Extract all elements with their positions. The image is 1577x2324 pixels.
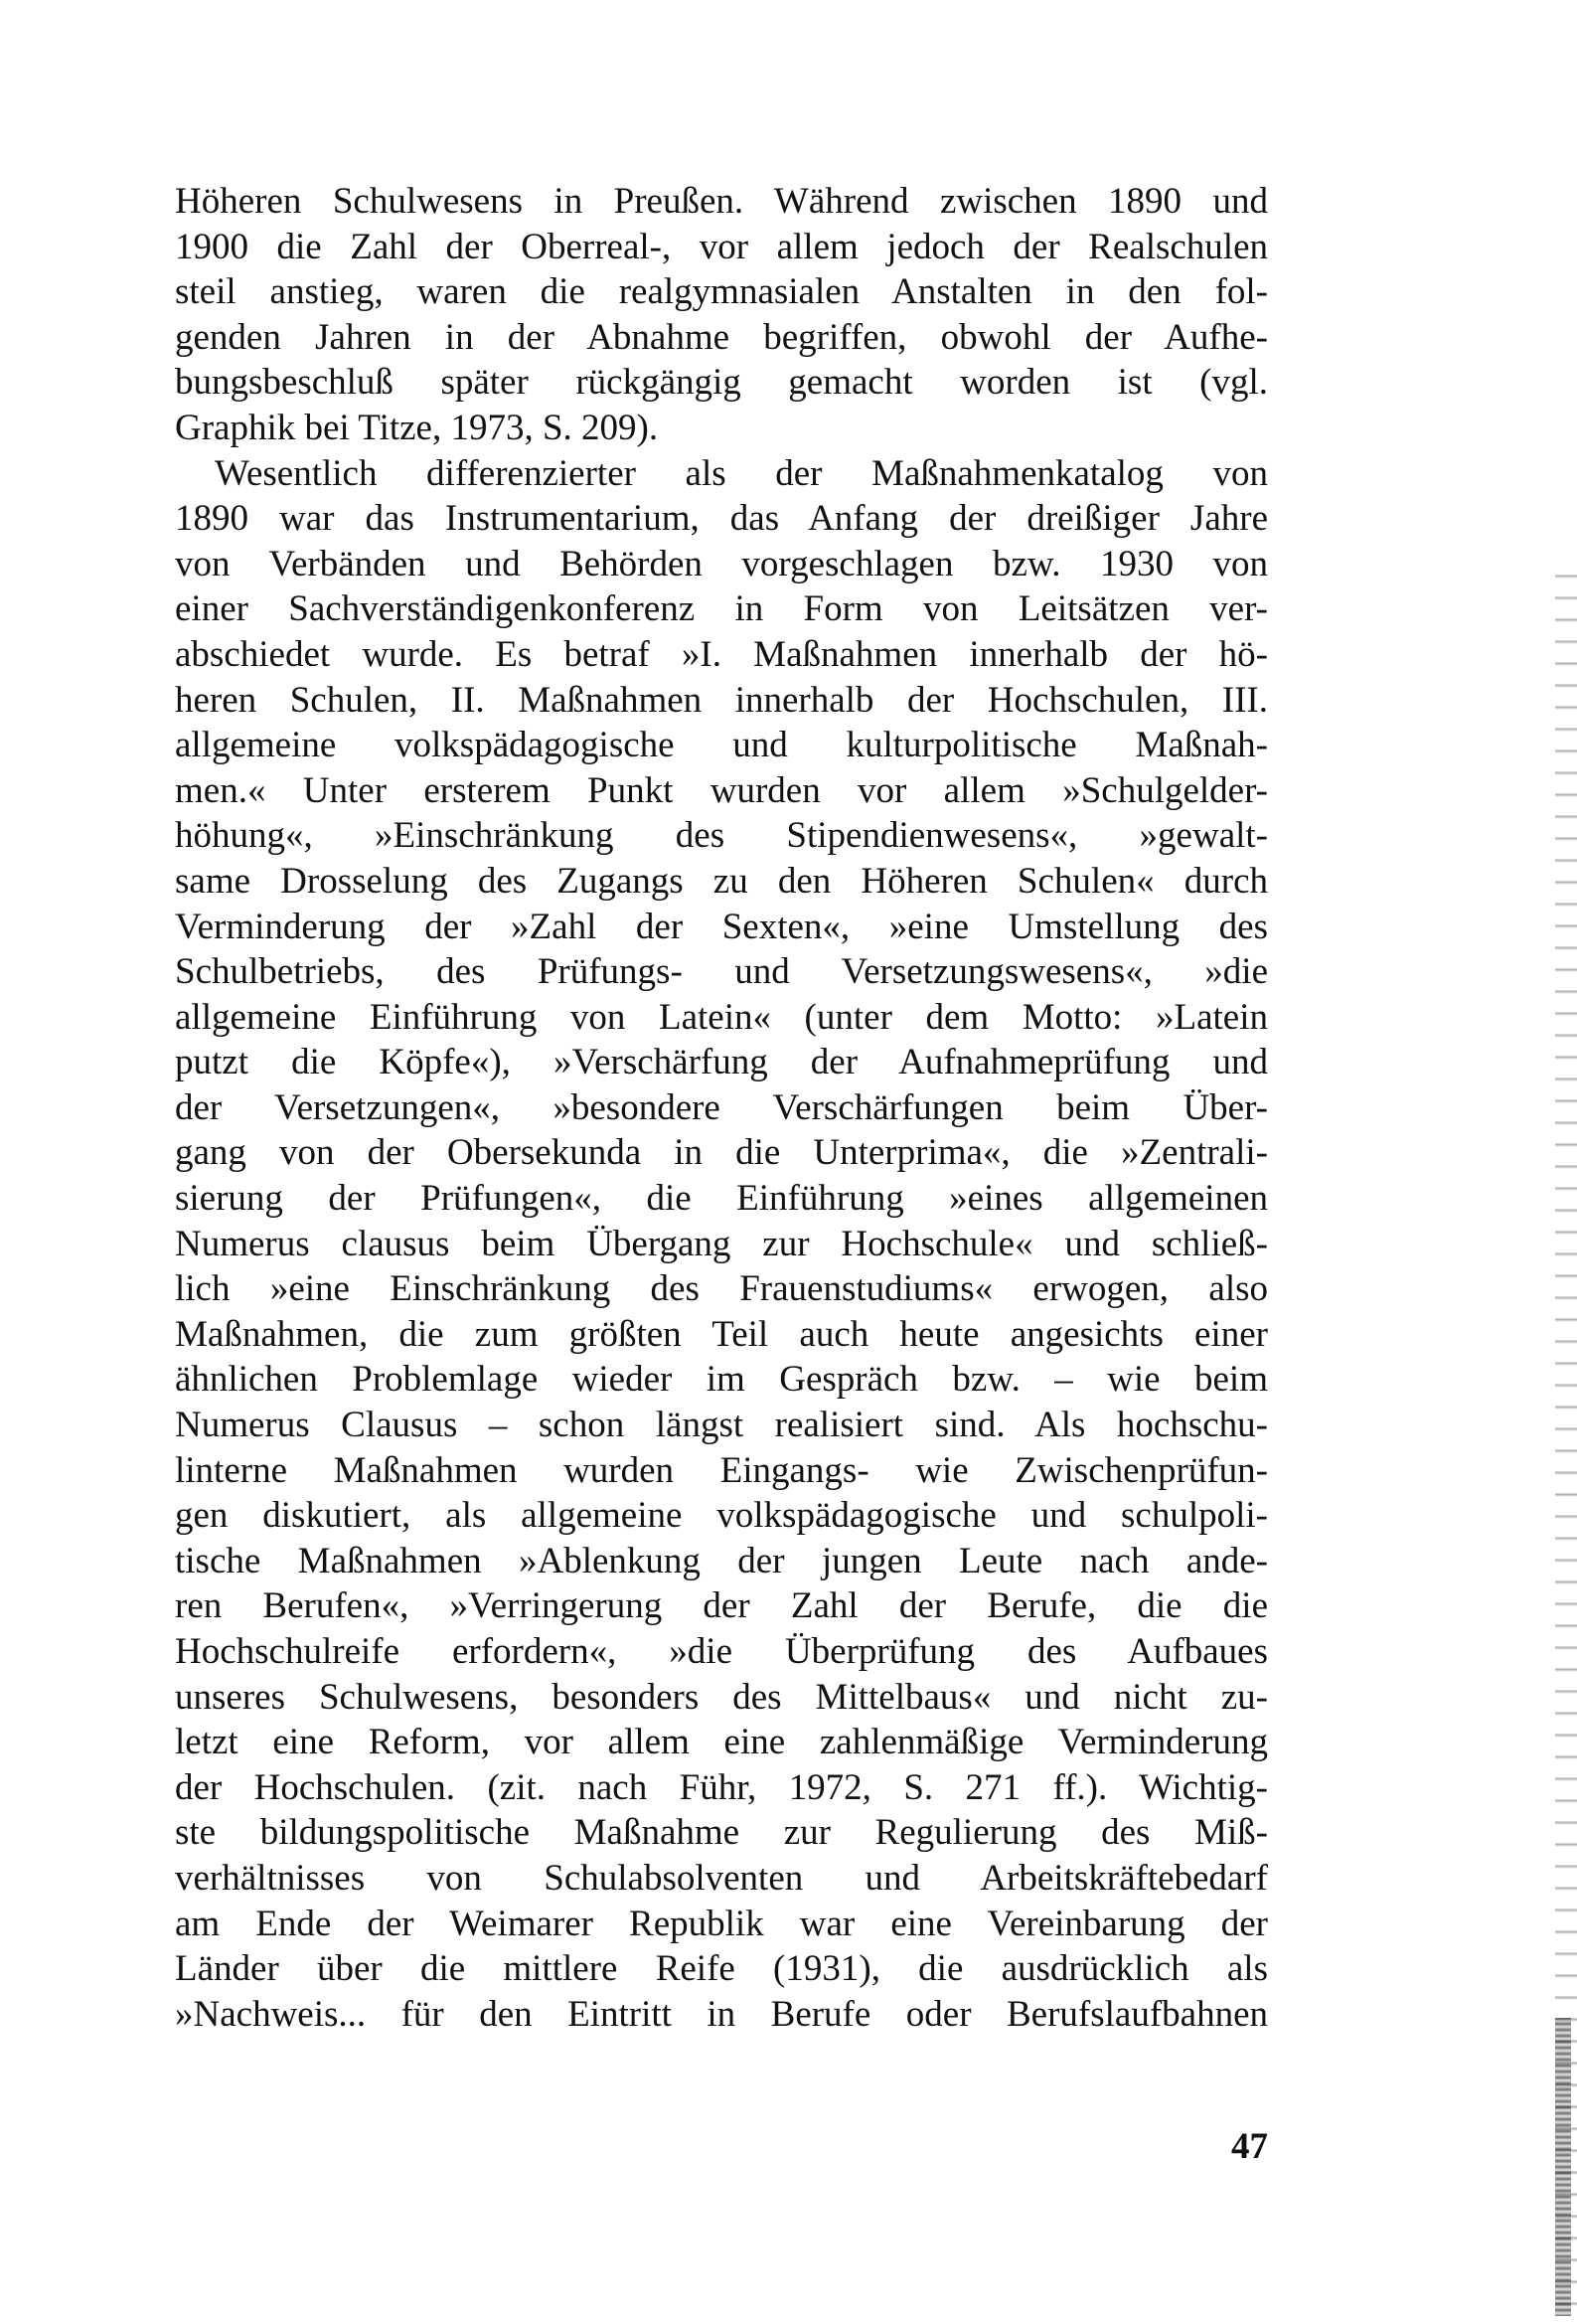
text-line: am Ende der Weimarer Republik war eine Vereinbarung der [175,1903,1268,1944]
text-line: lich »eine Einschränkung des Frauenstudiums« erwogen, also [175,1268,1268,1310]
text-line: Hochschulreife erfordern«, »die Überprüfung des Aufbaues [175,1631,1268,1672]
text-line: abschiedet wurde. Es betraf »I. Maßnahmen innerhalb der hö- [175,633,1268,675]
text-line: men.« Unter ersterem Punkt wurden vor allem »Schulgelder- [175,769,1268,811]
text-line: der Hochschulen. (zit. nach Führ, 1972, S. 271 ff.). Wichtig- [175,1766,1268,1808]
text-line: ren Berufen«, »Verringerung der Zahl der Berufe, die die [175,1585,1268,1627]
text-line: sierung der Prüfungen«, die Einführung »eines allgemeinen [175,1178,1268,1220]
text-line: same Drosselung des Zugangs zu den Höheren Schulen« durch [175,860,1268,902]
text-line: gen diskutiert, als allgemeine volkspädagogische und schulpoli- [175,1495,1268,1537]
text-line: steil anstieg, waren die realgymnasialen Anstalten in den fol- [175,271,1268,313]
text-line: ähnlichen Problemlage wieder im Gespräch bzw. – wie beim [175,1359,1268,1401]
page-number: 47 [1231,2126,1268,2167]
text-line: Graphik bei Titze, 1973, S. 209). [175,407,659,448]
text-line: Numerus clausus beim Übergang zur Hochschule« und schließ- [175,1223,1268,1264]
text-line: einer Sachverständigenkonferenz in Form von Leitsätzen ver- [175,588,1268,630]
text-line: gang von der Obersekunda in die Unterprima«, die »Zentrali- [175,1132,1268,1174]
text-line: letzt eine Reform, vor allem eine zahlenmäßige Verminderung [175,1722,1268,1763]
body-text [175,179,1268,2037]
text-line: allgemeine volkspädagogische und kulturpolitische Maßnah- [175,725,1268,766]
text-line: Wesentlich differenzierter als der Maßnahmenkatalog von [215,452,1268,494]
text-line: 1900 die Zahl der Oberreal-, vor allem jedoch der Realschulen [175,226,1268,267]
text-line: 1890 war das Instrumentarium, das Anfang der dreißiger Jahre [175,498,1268,540]
text-line: Verminderung der »Zahl der Sexten«, »eine Umstellung des [175,906,1268,947]
text-line: unseres Schulwesens, besonders des Mittelbaus« und nicht zu- [175,1676,1268,1718]
text-line: höhung«, »Einschränkung des Stipendienwesens«, »gewalt- [175,815,1268,857]
text-line: putzt die Köpfe«), »Verschärfung der Aufnahmeprüfung und [175,1042,1268,1083]
scan-edge-artifact-dense [1555,2018,1571,2316]
text-line: Numerus Clausus – schon längst realisiert sind. Als hochschu- [175,1405,1268,1446]
paragraph-1 [175,179,1268,451]
text-line: allgemeine Einführung von Latein« (unter dem Motto: »Latein [175,996,1268,1038]
text-line: Länder über die mittlere Reife (1931), die ausdrücklich als [175,1948,1268,1990]
text-line: tische Maßnahmen »Ablenkung der jungen Leute nach ande- [175,1540,1268,1581]
text-line: »Nachweis... für den Eintritt in Berufe oder Berufslaufbahnen [175,1993,1268,2035]
text-line: Höheren Schulwesens in Preußen. Während zwischen 1890 und [175,181,1268,222]
text-line: Schulbetriebs, des Prüfungs- und Versetzungswesens«, »die [175,951,1268,993]
text-line: linterne Maßnahmen wurden Eingangs- wie Zwischenprüfun- [175,1449,1268,1491]
paragraph-2 [175,451,1268,2038]
text-line: Maßnahmen, die zum größten Teil auch heute angesichts einer [175,1313,1268,1355]
text-line: genden Jahren in der Abnahme begriffen, obwohl der Aufhe- [175,316,1268,358]
text-line: von Verbänden und Behörden vorgeschlagen bzw. 1930 von [175,543,1268,584]
text-line: verhältnisses von Schulabsolventen und Arbeitskräftebedarf [175,1857,1268,1899]
text-line: heren Schulen, II. Maßnahmen innerhalb der Hochschulen, III. [175,679,1268,721]
text-line: ste bildungspolitische Maßnahme zur Regulierung des Miß- [175,1812,1268,1854]
text-line: der Versetzungen«, »besondere Verschärfungen beim Über- [175,1086,1268,1128]
text-line: bungsbeschluß später rückgängig gemacht worden ist (vgl. [175,362,1268,404]
